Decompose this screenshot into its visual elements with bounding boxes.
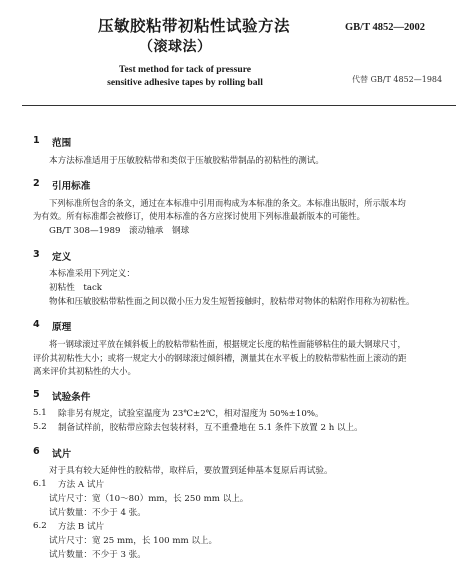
clause-6-1-number: 6.1	[33, 479, 47, 489]
section-1-number: 1	[33, 135, 40, 146]
replaces-note: 代替 GB/T 4852—1984	[352, 75, 443, 84]
section-5-number: 5	[33, 389, 40, 400]
section-4-text-line1: 将一钢球滚过平放在倾斜板上的胶粘带粘性面，根据规定长度的粘性面能够粘住的最大钢球尺寸，	[49, 339, 406, 349]
clause-5-2-text: 制备试样前，胶粘带应除去包装材料，互不重叠地在 5.1 条件下放置 2 h 以上。	[58, 423, 363, 433]
section-3-number: 3	[33, 249, 40, 260]
section-1-text: 本方法标准适用于压敏胶粘带和类似于压敏胶粘带制品的初粘性的测试。	[49, 156, 325, 166]
section-2-title: 引用标准	[52, 181, 91, 192]
section-2-reference: GB/T 308—1989 滚动轴承 钢球	[49, 226, 190, 236]
title-en-line1: Test method for tack of pressure	[118, 64, 252, 75]
clause-5-1-text: 除非另有规定，试验室温度为 23℃±2℃，相对湿度为 50%±10%。	[58, 409, 324, 419]
clause-5-2-number: 5.2	[33, 422, 47, 432]
section-2-text-line1: 下列标准所包含的条文，通过在本标准中引用而构成为本标准的条文。本标准出版时，所示版本均	[49, 198, 406, 208]
clause-6-2-number: 6.2	[33, 521, 47, 531]
section-3-title: 定义	[52, 252, 72, 263]
section-6-number: 6	[33, 446, 40, 457]
section-6-text: 对于具有较大延伸性的胶粘带，取样后，要放置到延伸基本复原后再试验。	[49, 466, 333, 476]
clause-6-2-quantity: 试片数量：不少于 3 张。	[49, 550, 146, 560]
section-1-title: 范围	[52, 138, 72, 149]
clause-6-2-title: 方法 B 试片	[58, 522, 105, 532]
section-2-number: 2	[33, 178, 40, 189]
clause-6-1-title: 方法 A 试片	[58, 480, 105, 490]
clause-5-1-number: 5.1	[33, 408, 47, 418]
section-4-title: 原理	[52, 322, 72, 333]
title-en-line2: sensitive adhesive tapes by rolling ball	[107, 77, 263, 88]
section-4-text-line2: 评价其初粘性大小；或将一规定大小的钢球滚过倾斜槽，测量其在水平板上的胶粘带粘性面上滚动的距	[33, 353, 407, 363]
section-3-text: 本标准采用下列定义：	[49, 269, 135, 279]
section-6-title: 试片	[52, 449, 72, 460]
section-5-title: 试验条件	[52, 392, 91, 403]
section-4-text-line3: 离来评价其初粘性的大小。	[33, 367, 137, 377]
title-cn: 压敏胶粘带初粘性试验方法	[98, 17, 291, 35]
section-3-definition: 物体和压敏胶粘带粘性面之间以微小压力发生短暂接触时，胶粘带对物体的粘附作用称为初粘性。	[49, 297, 415, 307]
header-rule	[22, 105, 456, 106]
subtitle-cn: （滚球法）	[139, 39, 212, 55]
clause-6-2-size: 试片尺寸：宽 25 mm，长 100 mm 以上。	[49, 536, 218, 546]
section-2-text-line2: 为有效。所有标准都会被修订，使用本标准的各方应探讨使用下列标准最新版本的可能性。	[33, 211, 365, 221]
clause-6-1-quantity: 试片数量：不少于 4 张。	[49, 508, 146, 518]
section-4-number: 4	[33, 319, 40, 330]
clause-6-1-size: 试片尺寸：宽（10～80）mm，长 250 mm 以上。	[49, 494, 249, 504]
standard-number: GB/T 4852—2002	[345, 22, 426, 33]
section-3-term: 初粘性 tack	[49, 283, 102, 293]
